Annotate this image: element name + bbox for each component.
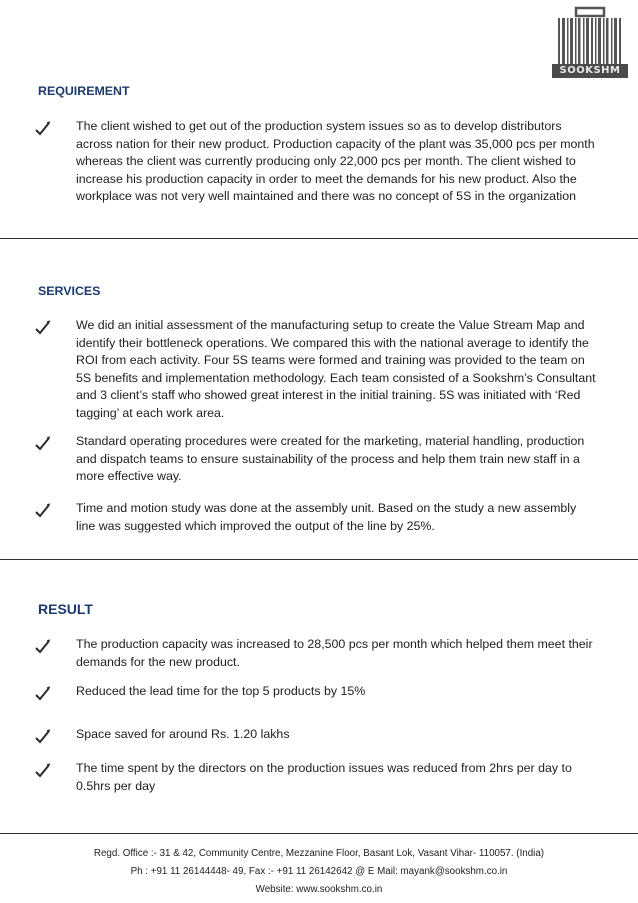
checkmark-icon	[34, 762, 52, 778]
requirement-heading: REQUIREMENT	[38, 84, 130, 98]
footer-address: Regd. Office :- 31 & 42, Community Centre, Mezzanine Floor, Basant Lok, Vasant Vihar- 110057. (India)	[93, 848, 545, 859]
list-item-text: The client wished to get out of the production system issues so as to develop distributors across nation for their new product. Production capacity of the plant was 35,000 pcs per month whereas the client was currently producing only 22,000 pcs per month. The client wished to increase his production capacity in order to meet the demands for his new product. Also the workplace was not very well maintained and there was no concept of 5S in the organization	[76, 119, 595, 203]
services-heading: SERVICES	[38, 284, 101, 298]
checkmark-icon	[34, 120, 52, 136]
list-item-text: Reduced the lead time for the top 5 products by 15%	[76, 684, 366, 698]
checkmark-icon	[34, 638, 52, 654]
checkmark-icon	[34, 435, 52, 451]
checkmark-icon	[34, 685, 52, 701]
list-item-text: Time and motion study was done at the assembly unit. Based on the study a new assembly line was suggested which improved the output of the line by 25%.	[76, 501, 577, 533]
footer-contact: Ph : +91 11 26144448- 49, Fax :- +91 11 26142642 @ E Mail: mayank@sookshm.co.in	[130, 866, 508, 877]
logo-wordmark: SOOKSHM	[552, 64, 628, 78]
barcode-bag-icon	[552, 6, 628, 66]
section-divider	[0, 238, 638, 239]
footer-website: Website: www.sookshm.co.in	[255, 884, 383, 895]
section-divider	[0, 833, 638, 834]
list-item-text: We did an initial assessment of the manufacturing setup to create the Value Stream Map and identify their bottleneck operations. We compared this with the national average to identify the ROI from each activity. Four 5S teams were formed and training was provided to the team on 5S benefits and implementation methodology. Each team consisted of a Sookshm’s Consultant and 3 client’s staff who showed great interest in the initial training. 5S was initiated with ‘Red tagging’ at each work area.	[76, 318, 596, 420]
result-heading: RESULT	[38, 601, 93, 617]
checkmark-icon	[34, 502, 52, 518]
company-logo	[552, 6, 628, 78]
checkmark-icon	[34, 319, 52, 335]
list-item-text: The time spent by the directors on the production issues was reduced from 2hrs per day to 0.5hrs per day	[76, 761, 572, 793]
checkmark-icon	[34, 728, 52, 744]
section-divider	[0, 559, 638, 560]
list-item-text: Standard operating procedures were created for the marketing, material handling, production and dispatch teams to ensure sustainability of the process and help them train new staff in a more effective way.	[76, 434, 585, 483]
list-item-text: Space saved for around Rs. 1.20 lakhs	[76, 727, 290, 741]
list-item-text: The production capacity was increased to 28,500 pcs per month which helped them meet their demands for the new product.	[76, 637, 593, 669]
